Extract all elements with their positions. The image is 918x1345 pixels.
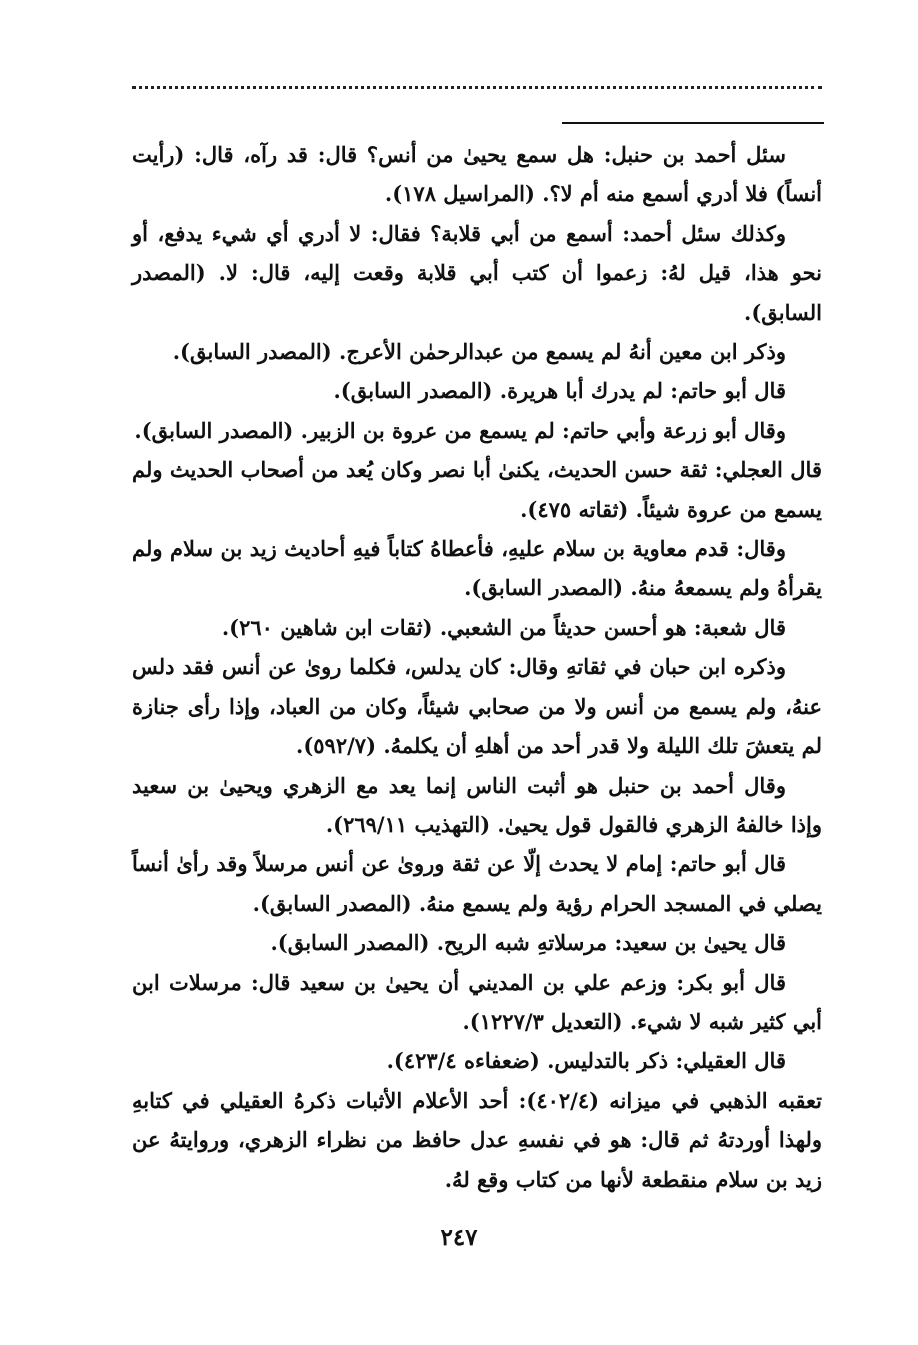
paragraph: قال العقيلي: ذكر بالتدليس. (ضعفاءه ٤٢٣/٤). <box>386 1048 786 1074</box>
page-number: ٢٤٧ <box>440 1224 478 1251</box>
paragraph: وكذلك سئل أحمد: أسمع من أبي قلابة؟ فقال: لا أدري أي شيء يدفع، أو نحو هذا، قيل لهُ: زعموا أن كتب أبي قلابة وقعت إليه، قال: لا. (المصدر السابق). <box>132 220 822 325</box>
paragraph: وذكره ابن حبان في ثقاتهِ وقال: كان يدلس، فكلما روىٰ عن أنس فقد دلس عنهُ، ولم يسمع من أنس ولا من صحابي شيئاً، وكان من العباد، وإذا رأى جنازة لم يتعشَ تلك الليلة ولا قدر أحد من أهلهِ أن يكلمهُ. (٥٩٢/٧). <box>132 654 822 759</box>
paragraph: تعقبه الذهبي في ميزانه (٤٠٢/٤): أحد الأعلام الأثبات ذكرهُ العقيلي في كتابهِ ولهذا أوردتهُ ثم قال: هو في نفسهِ عدل حافظ من نظراء الزهري، وروايتهُ عن زيد بن سلام منقطعة لأنها من كتاب وقع لهُ. <box>132 1087 822 1192</box>
paragraph: قال شعبة: هو أحسن حديثاً من الشعبي. (ثقات ابن شاهين ٢٦٠). <box>221 614 786 640</box>
paragraph: قال أبو حاتم: إمام لا يحدث إلّا عن ثقة وروىٰ عن أنس مرسلاً وقد رأىٰ أنساً يصلي في المسجد الحرام رؤية ولم يسمع منهُ. (المصدر السابق). <box>132 851 822 916</box>
paragraph: قال أبو بكر: وزعم علي بن المديني أن يحيىٰ بن سعيد قال: مرسلات ابن أبي كثير شبه لا شيء. (التعديل ١٢٢٧/٣). <box>132 969 822 1034</box>
paragraph: قال يحيىٰ بن سعيد: مرسلاتهِ شبه الريح. (المصدر السابق). <box>270 930 786 956</box>
paragraph: وقال أحمد بن حنبل هو أثبت الناس إنما يعد مع الزهري ويحيىٰ بن سعيد وإذا خالفهُ الزهري فالقول قول يحيىٰ. (التهذيب ٢٦٩/١١). <box>132 772 822 837</box>
footnote-text <box>132 135 822 1199</box>
footnote-rule <box>562 122 824 124</box>
dotted-separator <box>132 86 822 89</box>
paragraph: قال العجلي: ثقة حسن الحديث، يكنىٰ أبا نصر وكان يُعد من أصحاب الحديث ولم يسمع من عروة شيئاً. (ثقاته ٤٧٥). <box>132 457 822 522</box>
paragraph: وقال أبو زرعة وأبي حاتم: لم يسمع من عروة بن الزبير. (المصدر السابق). <box>134 417 786 443</box>
paragraph: سئل أحمد بن حنبل: هل سمع يحيىٰ من أنس؟ قال: قد رآه، قال: (رأيت أنساً) فلا أدري أسمع منه أم لا؟. (المراسيل ١٧٨). <box>132 142 822 207</box>
paragraph: وقال: قدم معاوية بن سلام عليهِ، فأعطاهُ كتاباً فيهِ أحاديث زيد بن سلام ولم يقرأهُ ولم يسمعهُ منهُ. (المصدر السابق). <box>132 536 822 601</box>
paragraph: وذكر ابن معين أنهُ لم يسمع من عبدالرحمٰن الأعرج. (المصدر السابق). <box>172 339 786 365</box>
paragraph: قال أبو حاتم: لم يدرك أبا هريرة. (المصدر السابق). <box>333 378 786 404</box>
